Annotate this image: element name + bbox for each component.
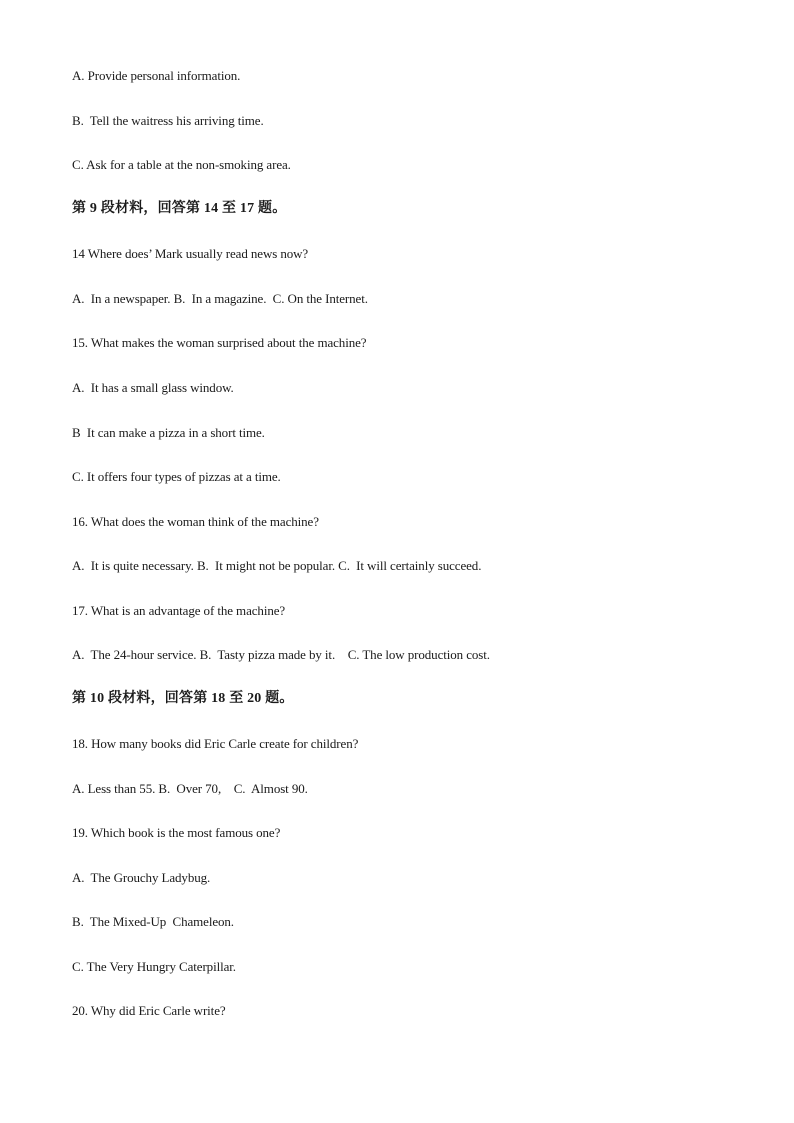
option-13b: B. Tell the waitress his arriving time. xyxy=(72,113,264,128)
options-17: A. The 24-hour service. B. Tasty pizza made by it. C. The low production cost. xyxy=(72,647,490,662)
section-heading-10: 第 10 段材料，回答第 18 至 20 题。 xyxy=(72,691,294,706)
question-20: 20. Why did Eric Carle write? xyxy=(72,1003,226,1018)
option-19a: A. The Grouchy Ladybug. xyxy=(72,870,211,885)
option-15b: B It can make a pizza in a short time. xyxy=(72,425,265,440)
question-16: 16. What does the woman think of the machine? xyxy=(72,514,319,529)
question-18: 18. How many books did Eric Carle create for children? xyxy=(72,736,359,751)
option-15a: A. It has a small glass window. xyxy=(72,380,234,395)
question-19: 19. Which book is the most famous one? xyxy=(72,825,281,840)
option-13c: C. Ask for a table at the non-smoking area. xyxy=(72,157,291,172)
question-14: 14 Where does’ Mark usually read news now? xyxy=(72,246,309,261)
options-16: A. It is quite necessary. B. It might not be popular. C. It will certainly succeed. xyxy=(72,558,482,573)
option-13a: A. Provide personal information. xyxy=(72,68,241,83)
option-15c: C. It offers four types of pizzas at a time. xyxy=(72,469,281,484)
option-19b: B. The Mixed-Up Chameleon. xyxy=(72,914,234,929)
options-14: A. In a newspaper. B. In a magazine. C. On the Internet. xyxy=(72,291,368,306)
options-18: A. Less than 55. B. Over 70, C. Almost 90. xyxy=(72,781,308,796)
section-heading-9: 第 9 段材料，回答第 14 至 17 题。 xyxy=(72,201,287,216)
option-19c: C. The Very Hungry Caterpillar. xyxy=(72,959,236,974)
question-17: 17. What is an advantage of the machine? xyxy=(72,603,286,618)
question-15: 15. What makes the woman surprised about the machine? xyxy=(72,335,367,350)
